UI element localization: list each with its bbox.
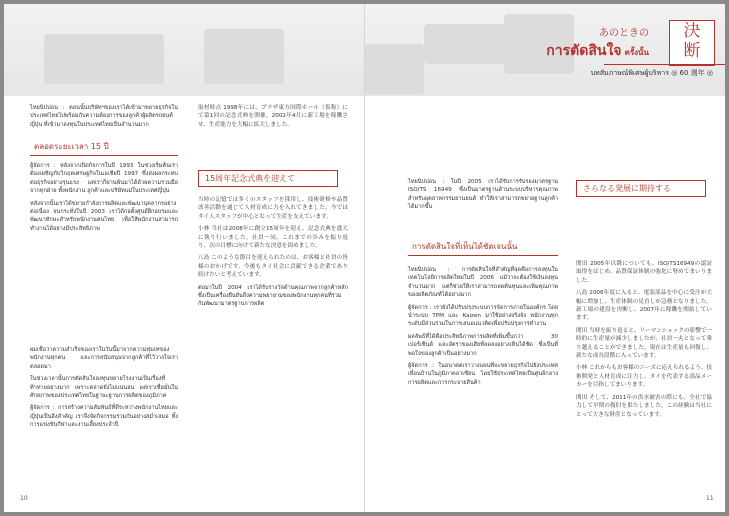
page-number-right: 11 [706,495,714,502]
left-column-2: 当時の記憶では多くのスタッフを採用し、技術研修や品質改善活動を通じて人材育成に力を入れてきました。今ではタイ人スタッフが中心となって生産を支えています。 小林 当社は2008年に創立15周年を迎え、記念式典を盛大に執り行いました。社員一同、これまでの歩みを振り返り、次の目標に向けて新たな決意を固めました。 八島 このような節目を迎えられたのは、お客様と社員の皆様のおかげです。今後もタイ社会に貢献できる企業であり続けたいと考えています。 ต่อมาในปี 2004 เราได้รับรางวัลด้านคุณภาพจากลูกค้าหลัก ซึ่งเป็นเครื่องยืนยันถึงความพยายามของพนักงานทุกคนที่ร่วมกันพัฒนามาตรฐานการผลิต [198,197,348,308]
header-subtitle: あのときの [599,28,649,39]
header-rule [604,64,725,65]
left-column-1: ผู้จัดการ : หลังจากเปิดกิจการในปี 1993 ในช่วงเริ่มต้นเราต้องเผชิญกับวิกฤตเศรษฐกิจในเอเชียปี 1997 ซึ่งส่งผลกระทบต่อธุรกิจอย่างรุนแรง แต่เราก็ผ่านพ้นมาได้ด้วยความร่วมมือจากทุกฝ่าย ทั้งพนักงาน ลูกค้าและบริษัทแม่ในประเทศญี่ปุ่น หลังจากนั้นเราได้ขยายกำลังการผลิตและพัฒนาบุคลากรอย่างต่อเนื่อง จนกระทั่งในปี 2003 เราได้ก่อตั้งศูนย์ฝึกอบรมและพัฒนาทักษะสำหรับพนักงานคนไทย เพื่อให้พนักงานสามารถทำงานได้อย่างมีประสิทธิภาพ [30,163,178,232]
left-column-2-top: 取材時点 1998年には、プラザ東方国際ホール（仮称）にて第1回の記念式典を開催。2002年4月に新工場を稼働させ、生産能力を大幅に拡大しました。 [198,105,348,128]
page-number-left: 10 [20,495,28,502]
section-heading-15-years: ตลอดระยะเวลา 15 ปี [30,140,178,156]
left-column-1-bottom: ผมเชื่อว่าความสำเร็จของเราในวันนี้มาจากความทุ่มเทของพนักงานทุกคน และการสนับสนุนจากลูกค้าที่ไว้วางใจเราตลอดมา ในช่วงเวลานั้นการตัดสินใจลงทุนขยายโรงงานเป็นเรื่องที่ท้าทายอย่างมาก เพราะตลาดยังไม่แน่นอน แต่เราเชื่อมั่นในศักยภาพของประเทศไทยในฐานะฐานการผลิตของภูมิภาค ผู้จัดการ : การสร้างความสัมพันธ์ที่ดีระหว่างพนักงานไทยและญี่ปุ่นเป็นสิ่งสำคัญ เราจึงจัดกิจกรรมร่วมกันอย่างสม่ำเสมอ ทั้งการแข่งขันกีฬาและงานเลี้ยงประจำปี [30,347,178,429]
intro-text: ไทยนิปปอน : ตอนนั้นบริษัทฯของเราได้เข้ามาขยายธุรกิจในประเทศไทยไปพร้อมกับความต้องการของลูกค้าผู้ผลิตรถยนต์ญี่ปุ่น ที่เข้ามาลงทุนในประเทศไทยเป็นจำนวนมาก [30,105,178,128]
section-heading-clear-decision: การตัดสินใจที่เห็นได้ชัดเจนนั้น [408,240,558,256]
magazine-spread [4,4,725,512]
right-column-2: 関田 2005年以降についても、ISO/TS16949の認証取得をはじめ、品質保証体制の強化に努めてまいりました。 八島 2006年度に入ると、電装部品を中心に受注が大幅に増加し、生産体制の見直しが急務となりました。新工場の建設を決断し、2007年に稼働を開始しています。 関田 当時を振り返ると、リーマンショックの影響で一時的に生産量が減少しましたが、社員一丸となって乗り越えることができました。現在は生産量も回復し、新たな成長段階に入っています。 小林 これからもお客様のニーズに応えられるよう、技術開発と人材育成に注力し、タイを代表する部品メーカーを目指してまいります。 関田 そして、2011年の洪水被害の際にも、全社で協力して早期の復旧を果たしました。この経験は当社にとって大きな財産となっています。 [576,261,712,418]
right-column-1-top: ไทยนิปปอน : ในปี 2005 เราได้รับการรับรองมาตรฐาน ISO/TS 16949 ซึ่งเป็นมาตรฐานด้านระบบบริหารคุณภาพสำหรับอุตสาหกรรมยานยนต์ ทำให้เราสามารถขยายฐานลูกค้าได้มากขึ้น [408,179,558,211]
page-gutter [364,4,365,512]
section-heading-15th-anniversary: 15周年記念式典を迎えて [198,170,338,187]
section-heading-further-growth: さらなる発展に期待する [576,180,706,197]
header-kanji-box: 決 断 [669,20,715,66]
header-title: การตัดสินใจ ครั้งนั้น [546,43,649,59]
header-byline: บทสัมภาษณ์พิเศษผู้บริหาร ◎ 60 週年 ◎ [590,69,713,77]
right-column-1: ไทยนิปปอน : การตัดสินใจที่สำคัญที่สุดคือการลงทุนในเทคโนโลยีการผลิตใหม่ในปี 2006 แม้ว่าจะต้องใช้เงินลงทุนจำนวนมาก แต่ก็ช่วยให้เราสามารถลดต้นทุนและเพิ่มคุณภาพของผลิตภัณฑ์ได้อย่างมาก ผู้จัดการ : เรายังได้ปรับปรุงระบบการจัดการภายในองค์กร โดยนำระบบ TPM และ Kaizen มาใช้อย่างจริงจัง พนักงานทุกระดับมีส่วนร่วมในการเสนอแนวคิดเพื่อปรับปรุงการทำงาน ผลลัพธ์ที่ได้คือประสิทธิภาพการผลิตที่เพิ่มขึ้นกว่า 30 เปอร์เซ็นต์ และอัตราของเสียที่ลดลงอย่างเห็นได้ชัด ซึ่งเป็นที่พอใจของลูกค้าเป็นอย่างมาก ผู้จัดการ : ในอนาคตเราวางแผนที่จะขยายธุรกิจไปยังประเทศเพื่อนบ้านในภูมิภาคอาเซียน โดยใช้ประเทศไทยเป็นศูนย์กลางการผลิตและการกระจายสินค้า [408,267,558,386]
